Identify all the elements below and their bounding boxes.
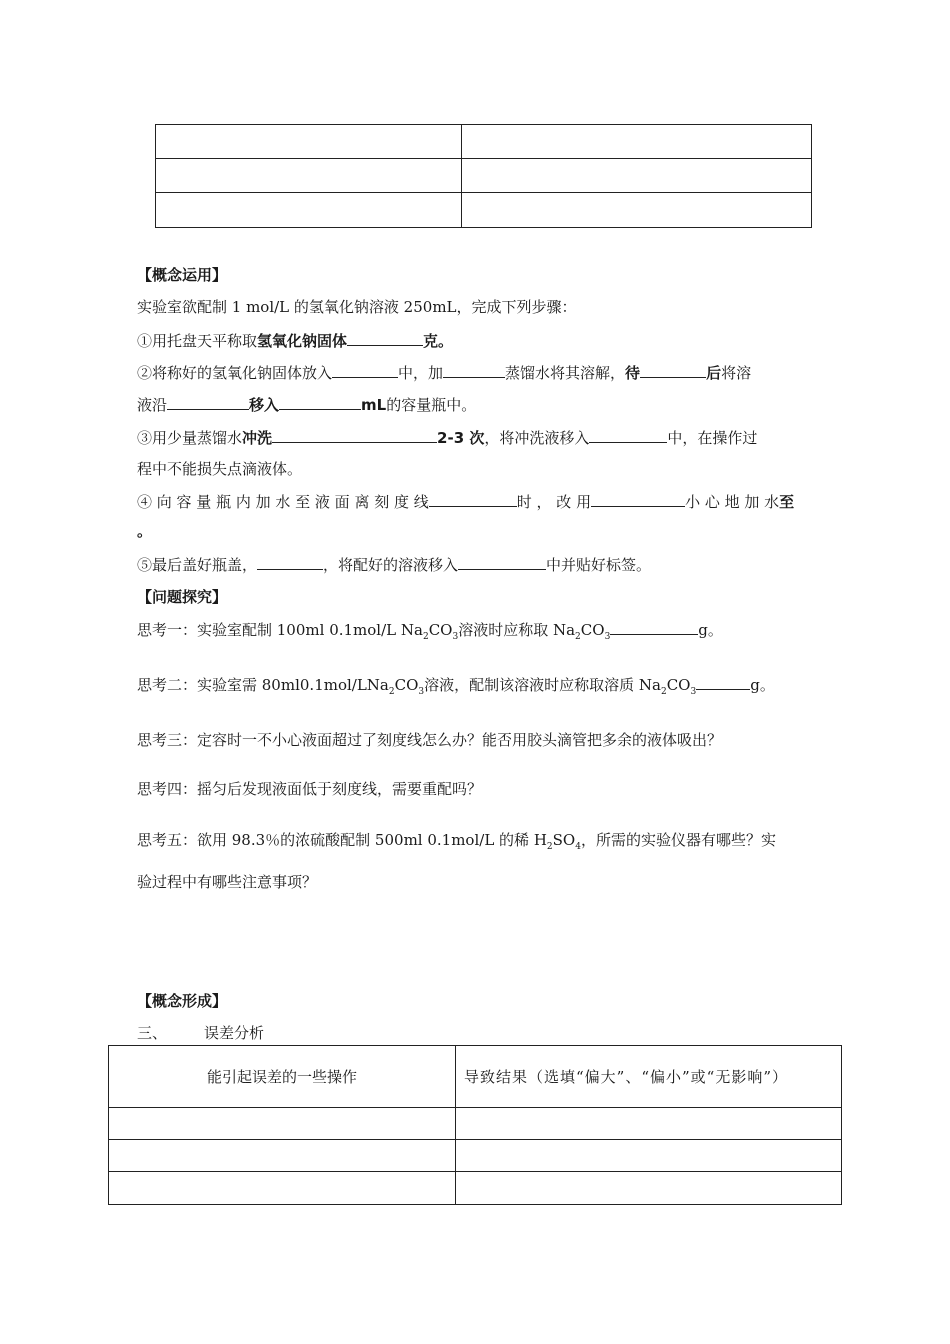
answer-blank[interactable] xyxy=(696,674,750,690)
subscript: 2 xyxy=(575,632,581,642)
step-3 xyxy=(137,427,757,448)
step-text: 时 ， 改 用 xyxy=(516,493,592,511)
answer-blank[interactable] xyxy=(279,394,361,410)
step-text: 液沿 xyxy=(137,396,168,414)
table-cell xyxy=(462,159,812,193)
step-text: 中，加 xyxy=(398,364,444,382)
step-2-cont xyxy=(137,394,476,415)
subscript: 3 xyxy=(690,687,697,697)
step-bold-text: 至 xyxy=(779,493,795,511)
step-1 xyxy=(137,330,453,351)
step-text: ，将配好的溶液移入 xyxy=(323,556,459,574)
answer-blank[interactable] xyxy=(167,394,249,410)
question-text: CO xyxy=(428,621,453,639)
table-cell xyxy=(456,1172,842,1205)
step-text: 中并贴好标签。 xyxy=(546,556,652,574)
step-bold-text: 待 xyxy=(625,364,641,382)
subscript: 3 xyxy=(604,632,611,642)
section-heading-problem-exploration: 【问题探究】 xyxy=(137,588,228,606)
question-text: 思考一：实验室配制 100ml 0.1mol/L Na xyxy=(137,621,423,639)
step-text: ⑤最后盖好瓶盖， xyxy=(137,556,258,574)
step-4 xyxy=(137,491,794,512)
step-text: 的容量瓶中。 xyxy=(386,396,477,414)
subscript: 2 xyxy=(546,842,553,852)
step-text: ①用托盘天平称取 xyxy=(137,332,258,350)
question-text: SO xyxy=(552,831,576,849)
section-heading-concept-application: 【概念运用】 xyxy=(137,266,228,284)
table-cell xyxy=(109,1108,456,1140)
answer-blank[interactable] xyxy=(443,362,505,378)
step-text: 将溶 xyxy=(721,364,752,382)
question-5 xyxy=(137,830,776,857)
question-text: g。 xyxy=(750,676,775,694)
answer-blank[interactable] xyxy=(347,330,423,346)
step-bold-text: 移入 xyxy=(249,396,280,414)
question-text: 思考二：实验室需 80ml0.1mol/LNa xyxy=(137,676,389,694)
step-bold-text: mL xyxy=(361,396,387,414)
answer-blank[interactable] xyxy=(591,491,685,507)
table-cell xyxy=(462,125,812,159)
step-3-cont: 程中不能损失点滴液体。 xyxy=(137,460,303,478)
step-text: ③用少量蒸馏水 xyxy=(137,429,243,447)
question-text: CO xyxy=(580,621,605,639)
question-text: 溶液，配制该溶液时应称取溶质 Na xyxy=(424,676,661,694)
subscript: 2 xyxy=(422,632,429,642)
subscript: 2 xyxy=(660,687,667,697)
table-cell xyxy=(456,1108,842,1140)
step-bold-text: 冲洗 xyxy=(242,429,273,447)
question-2 xyxy=(137,674,775,702)
question-3: 思考三：定容时一不小心液面超过了刻度线怎么办？能否用胶头滴管把多余的液体吸出？ xyxy=(137,731,723,749)
step-bold-text: 2-3 次 xyxy=(437,429,485,447)
table-cell xyxy=(156,193,462,228)
step-bold-text: 氢氧化钠固体 xyxy=(257,332,348,350)
header-text: 能引起误差的一些操作 xyxy=(206,1068,357,1086)
subheading-error-analysis: 误差分析 xyxy=(204,1024,265,1042)
top-table xyxy=(155,124,812,228)
subscript: 4 xyxy=(575,842,581,852)
step-2 xyxy=(137,362,751,383)
question-4: 思考四：摇匀后发现液面低于刻度线，需要重配吗？ xyxy=(137,780,483,798)
table-header-result xyxy=(456,1046,842,1108)
answer-blank[interactable] xyxy=(257,554,323,570)
subscript: 2 xyxy=(388,687,395,697)
table-cell xyxy=(156,125,462,159)
subheading-number: 三、 xyxy=(137,1024,168,1042)
step-5 xyxy=(137,554,651,575)
answer-blank[interactable] xyxy=(610,619,698,635)
error-analysis-table xyxy=(108,1045,842,1205)
table-cell xyxy=(109,1140,456,1172)
question-text: g。 xyxy=(698,621,723,639)
step-text: ④ 向 容 量 瓶 内 加 水 至 液 面 离 刻 度 线 xyxy=(137,493,429,511)
step-bold-text: 克。 xyxy=(423,332,454,350)
answer-blank[interactable] xyxy=(272,427,437,443)
step-text: 小 心 地 加 水 xyxy=(685,493,780,511)
answer-blank[interactable] xyxy=(640,362,706,378)
table-cell xyxy=(462,193,812,228)
answer-blank[interactable] xyxy=(332,362,398,378)
table-header-operations xyxy=(109,1046,456,1108)
table-cell xyxy=(156,159,462,193)
answer-blank[interactable] xyxy=(458,554,546,570)
step-text: 蒸馏水将其溶解， xyxy=(505,364,626,382)
question-1 xyxy=(137,619,723,647)
step-bold-text: 后 xyxy=(706,364,722,382)
table-cell xyxy=(109,1172,456,1205)
step-4-cont: 。 xyxy=(137,522,153,540)
step-text: ②将称好的氢氧化钠固体放入 xyxy=(137,364,333,382)
header-text: 导致结果（选填“偏大”、“偏小”或“无影响”） xyxy=(464,1067,789,1086)
question-5-cont: 验过程中有哪些注意事项？ xyxy=(137,873,318,891)
question-text: 思考五：欲用 98.3％的浓硫酸配制 500ml 0.1mol/L 的稀 H xyxy=(137,831,547,849)
step-text: 中，在操作过 xyxy=(667,429,758,447)
question-text: 溶液时应称取 Na xyxy=(458,621,576,639)
subscript: 3 xyxy=(418,687,425,697)
question-text: ，所需的实验仪器有哪些？实 xyxy=(580,831,776,849)
question-text: CO xyxy=(666,676,691,694)
question-text: CO xyxy=(394,676,419,694)
table-cell xyxy=(456,1140,842,1172)
intro-text: 实验室欲配制 1 mol/L 的氢氧化钠溶液 250mL，完成下列步骤： xyxy=(137,298,577,316)
section-heading-concept-formation: 【概念形成】 xyxy=(137,992,228,1010)
step-text: ，将冲洗液移入 xyxy=(484,429,590,447)
answer-blank[interactable] xyxy=(589,427,667,443)
subscript: 3 xyxy=(452,632,459,642)
answer-blank[interactable] xyxy=(429,491,517,507)
